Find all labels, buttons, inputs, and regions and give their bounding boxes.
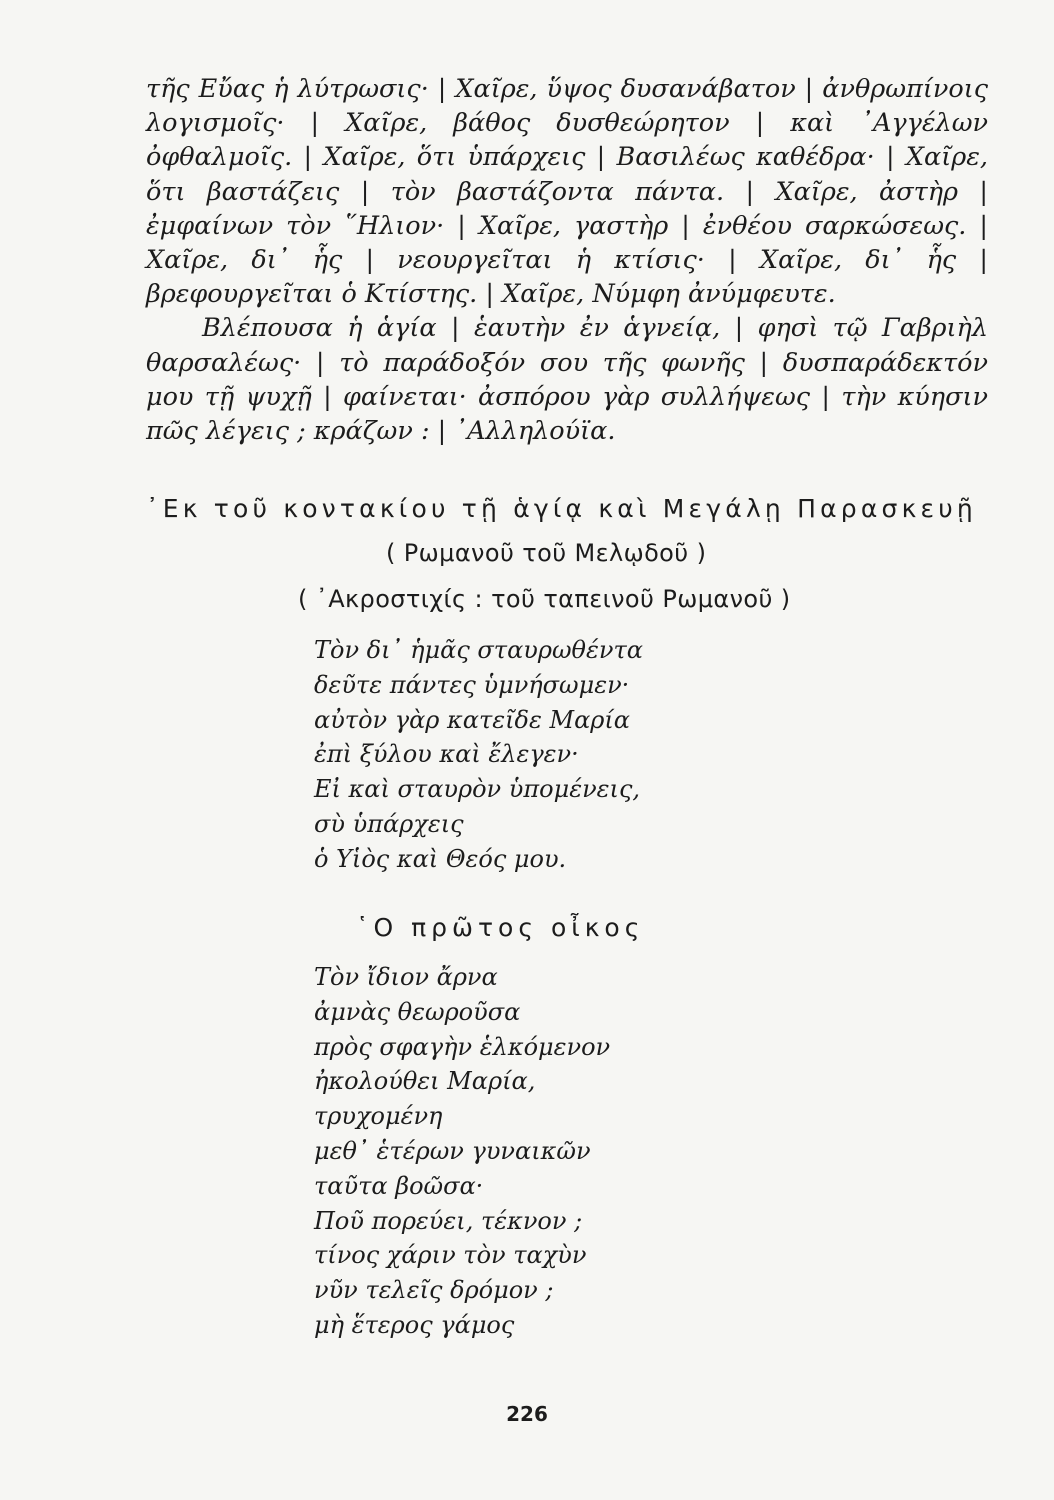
- verse-line: ἀμνὰς θεωροῦσα: [314, 997, 521, 1026]
- section-title: ᾿Εκ τοῦ κοντακίου τῇ ἁγίᾳ καὶ Μεγάλῃ Παρασκευῇ: [146, 494, 977, 523]
- oikos-verse: [314, 960, 610, 1343]
- author-line: ( Ρωμανοῦ τοῦ Μελῳδοῦ ): [386, 539, 707, 567]
- verse-line: μεθ᾿ ἑτέρων γυναικῶν: [314, 1136, 591, 1165]
- verse-line: Εἰ καὶ σταυρὸν ὑπομένεις,: [314, 775, 641, 804]
- page-number: 226: [506, 1402, 548, 1426]
- verse-line: τίνος χάριν τὸν ταχὺν: [314, 1241, 587, 1270]
- verse-line: ἐπὶ ξύλου καὶ ἔλεγεν·: [314, 740, 579, 769]
- verse-line: μὴ ἕτερος γάμος: [314, 1310, 515, 1339]
- verse-line: πρὸς σφαγὴν ἑλκόμενον: [314, 1032, 611, 1061]
- verse-line: σὺ ὑπάρχεις: [314, 809, 464, 838]
- verse-line: Ποῦ πορεύει, τέκνον ;: [314, 1206, 583, 1235]
- verse-line: ἠκολούθει Μαρία,: [314, 1067, 536, 1096]
- verse-line: Τὸν δι᾿ ἡμᾶς σταυρωθέντα: [314, 636, 643, 664]
- kontakion-verse: [314, 633, 643, 877]
- verse-line: ταῦτα βοῶσα·: [314, 1171, 484, 1200]
- prose-block: [146, 72, 988, 448]
- verse-line: Τὸν ἴδιον ἄρνα: [314, 963, 498, 991]
- prose-paragraph: Βλέπουσα ἡ ἁγία | ἑαυτὴν ἐν ἁγνείᾳ, | φησὶ τῷ Γαβριὴλ θαρσαλέως· | τὸ παράδοξόν σου τῆς φωνῆς | δυσπαράδεκτόν μου τῇ ψυχῇ | φαίνεται· ἀσπόρου γὰρ συλλήψεως | τὴν κύησιν πῶς λέγεις ; κράζων : | ᾿Αλληλούϊα.: [146, 313, 988, 447]
- oikos-heading: ῾Ο πρῶτος οἶκος: [356, 913, 645, 942]
- verse-line: νῦν τελεῖς δρόμον ;: [314, 1276, 554, 1305]
- verse-line: τρυχομένη: [314, 1102, 443, 1131]
- verse-line: αὐτὸν γὰρ κατεῖδε Μαρία: [314, 705, 631, 734]
- verse-line: ὁ Υἱὸς καὶ Θεός μου.: [314, 844, 567, 873]
- acrostic-line: ( ᾿Ακροστιχίς : τοῦ ταπεινοῦ Ρωμανοῦ ): [298, 585, 791, 613]
- prose-paragraph: τῆς Εὔας ἡ λύτρωσις· | Χαῖρε, ὕψος δυσανάβατον | ἀνθρωπίνοις λογισμοῖς· | Χαῖρε, βάθος δυσθεώρητον | καὶ ᾿Αγγέλων ὀφθαλμοῖς. | Χαῖρε, ὅτι ὑπάρχεις | Βασιλέως καθέδρα· | Χαῖρε, ὅτι βαστάζεις | τὸν βαστάζοντα πάντα. | Χαῖρε, ἀστὴρ | ἐμφαίνων τὸν ῞Ηλιον· | Χαῖρε, γαστὴρ | ἐνθέου σαρκώσεως. | Χαῖρε, δι᾿ ἧς | νεουργεῖται ἡ κτίσις· | Χαῖρε, δι᾿ ἧς | βρεφουργεῖται ὁ Κτίστης. | Χαῖρε, Νύμφη ἀνύμφευτε.: [146, 74, 988, 310]
- verse-line: δεῦτε πάντες ὑμνήσωμεν·: [314, 670, 630, 699]
